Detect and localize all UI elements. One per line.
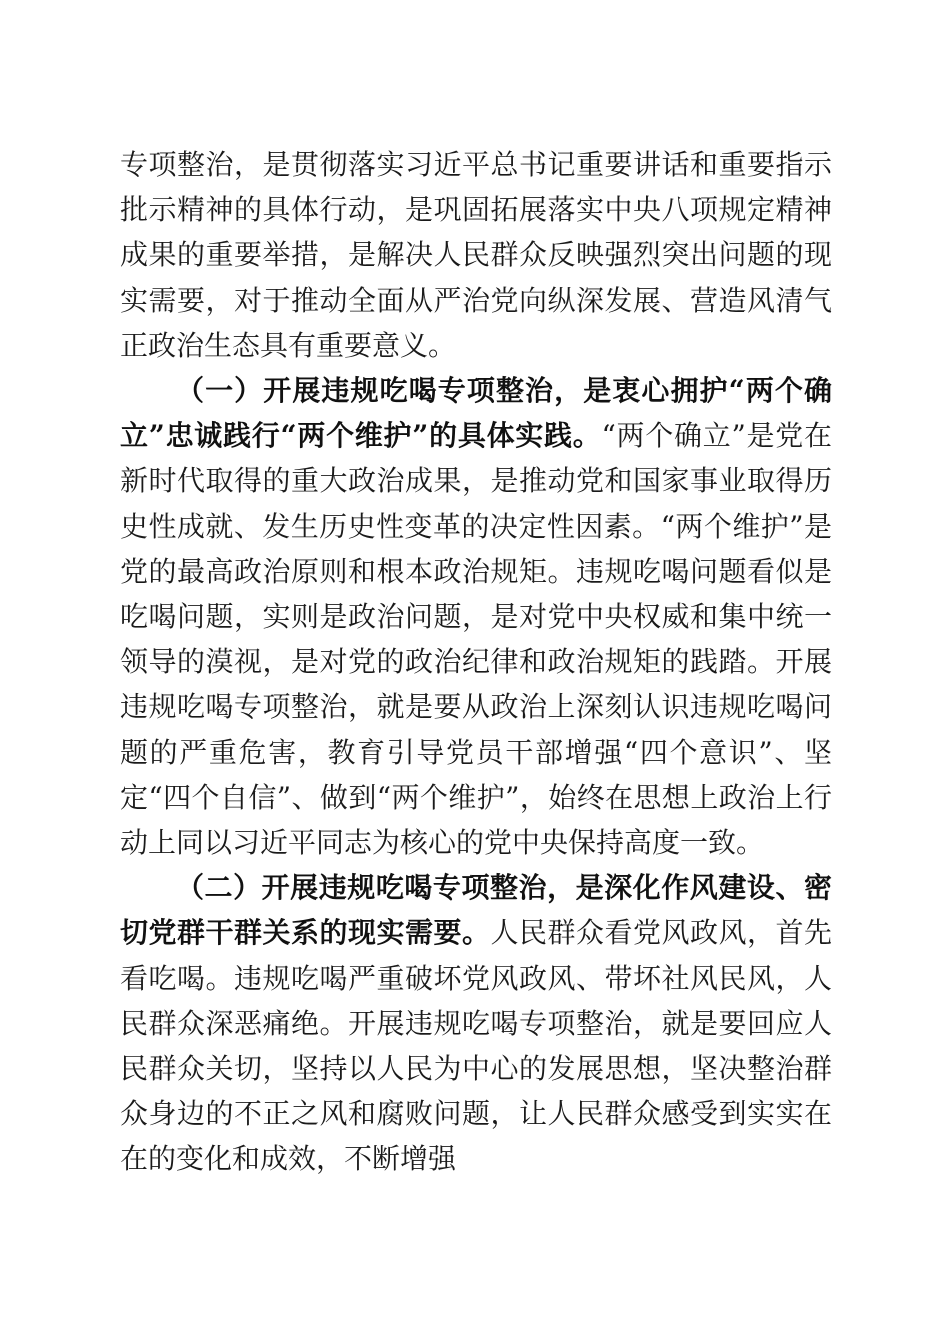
section-1-text: “两个确立”是党在新时代取得的重大政治成果，是推动党和国家事业取得历史性成就、发生历史性变革的决定性因素。“两个维护”是党的最高政治原则和根本政治规矩。违规吃喝问题看似是吃喝问题，实则是政治问题，是对党中央权威和集中统一领导的漠视，是对党的政治纪律和政治规矩的践踏。开展违规吃喝专项整治，就是要从政治上深刻认识违规吃喝问题的严重危害，教育引导党员干部增强“四个意识”、坚定“四个自信”、做到“两个维护”，始终在思想上政治上行动上同以习近平同志为核心的党中央保持高度一致。 bbox=[120, 419, 832, 860]
paragraph-intro-text: 专项整治，是贯彻落实习近平总书记重要讲话和重要指示批示精神的具体行动，是巩固拓展落实中央八项规定精神成果的重要举措，是解决人民群众反映强烈突出问题的现实需要，对于推动全面从严治党向纵深发展、营造风清气正政治生态具有重要意义。 bbox=[120, 148, 832, 362]
paragraph-intro bbox=[120, 142, 832, 368]
section-1-heading: （一）开展违规吃喝专项整治，是衷心拥护“两个确立”忠诚践行“两个维护”的具体实践。 bbox=[120, 374, 832, 453]
paragraph-section-1 bbox=[120, 368, 832, 865]
document-body bbox=[120, 142, 832, 1182]
paragraph-section-2 bbox=[120, 865, 832, 1181]
section-2-text: 人民群众看党风政风，首先看吃喝。违规吃喝严重破坏党风政风、带坏社风民风，人民群众深恶痛绝。开展违规吃喝专项整治，就是要回应人民群众关切，坚持以人民为中心的发展思想，坚决整治群众身边的不正之风和腐败问题，让人民群众感受到实实在在的变化和成效，不断增强 bbox=[120, 916, 832, 1176]
section-2-heading: （二）开展违规吃喝专项整治，是深化作风建设、密切党群干群关系的现实需要。 bbox=[120, 871, 832, 950]
